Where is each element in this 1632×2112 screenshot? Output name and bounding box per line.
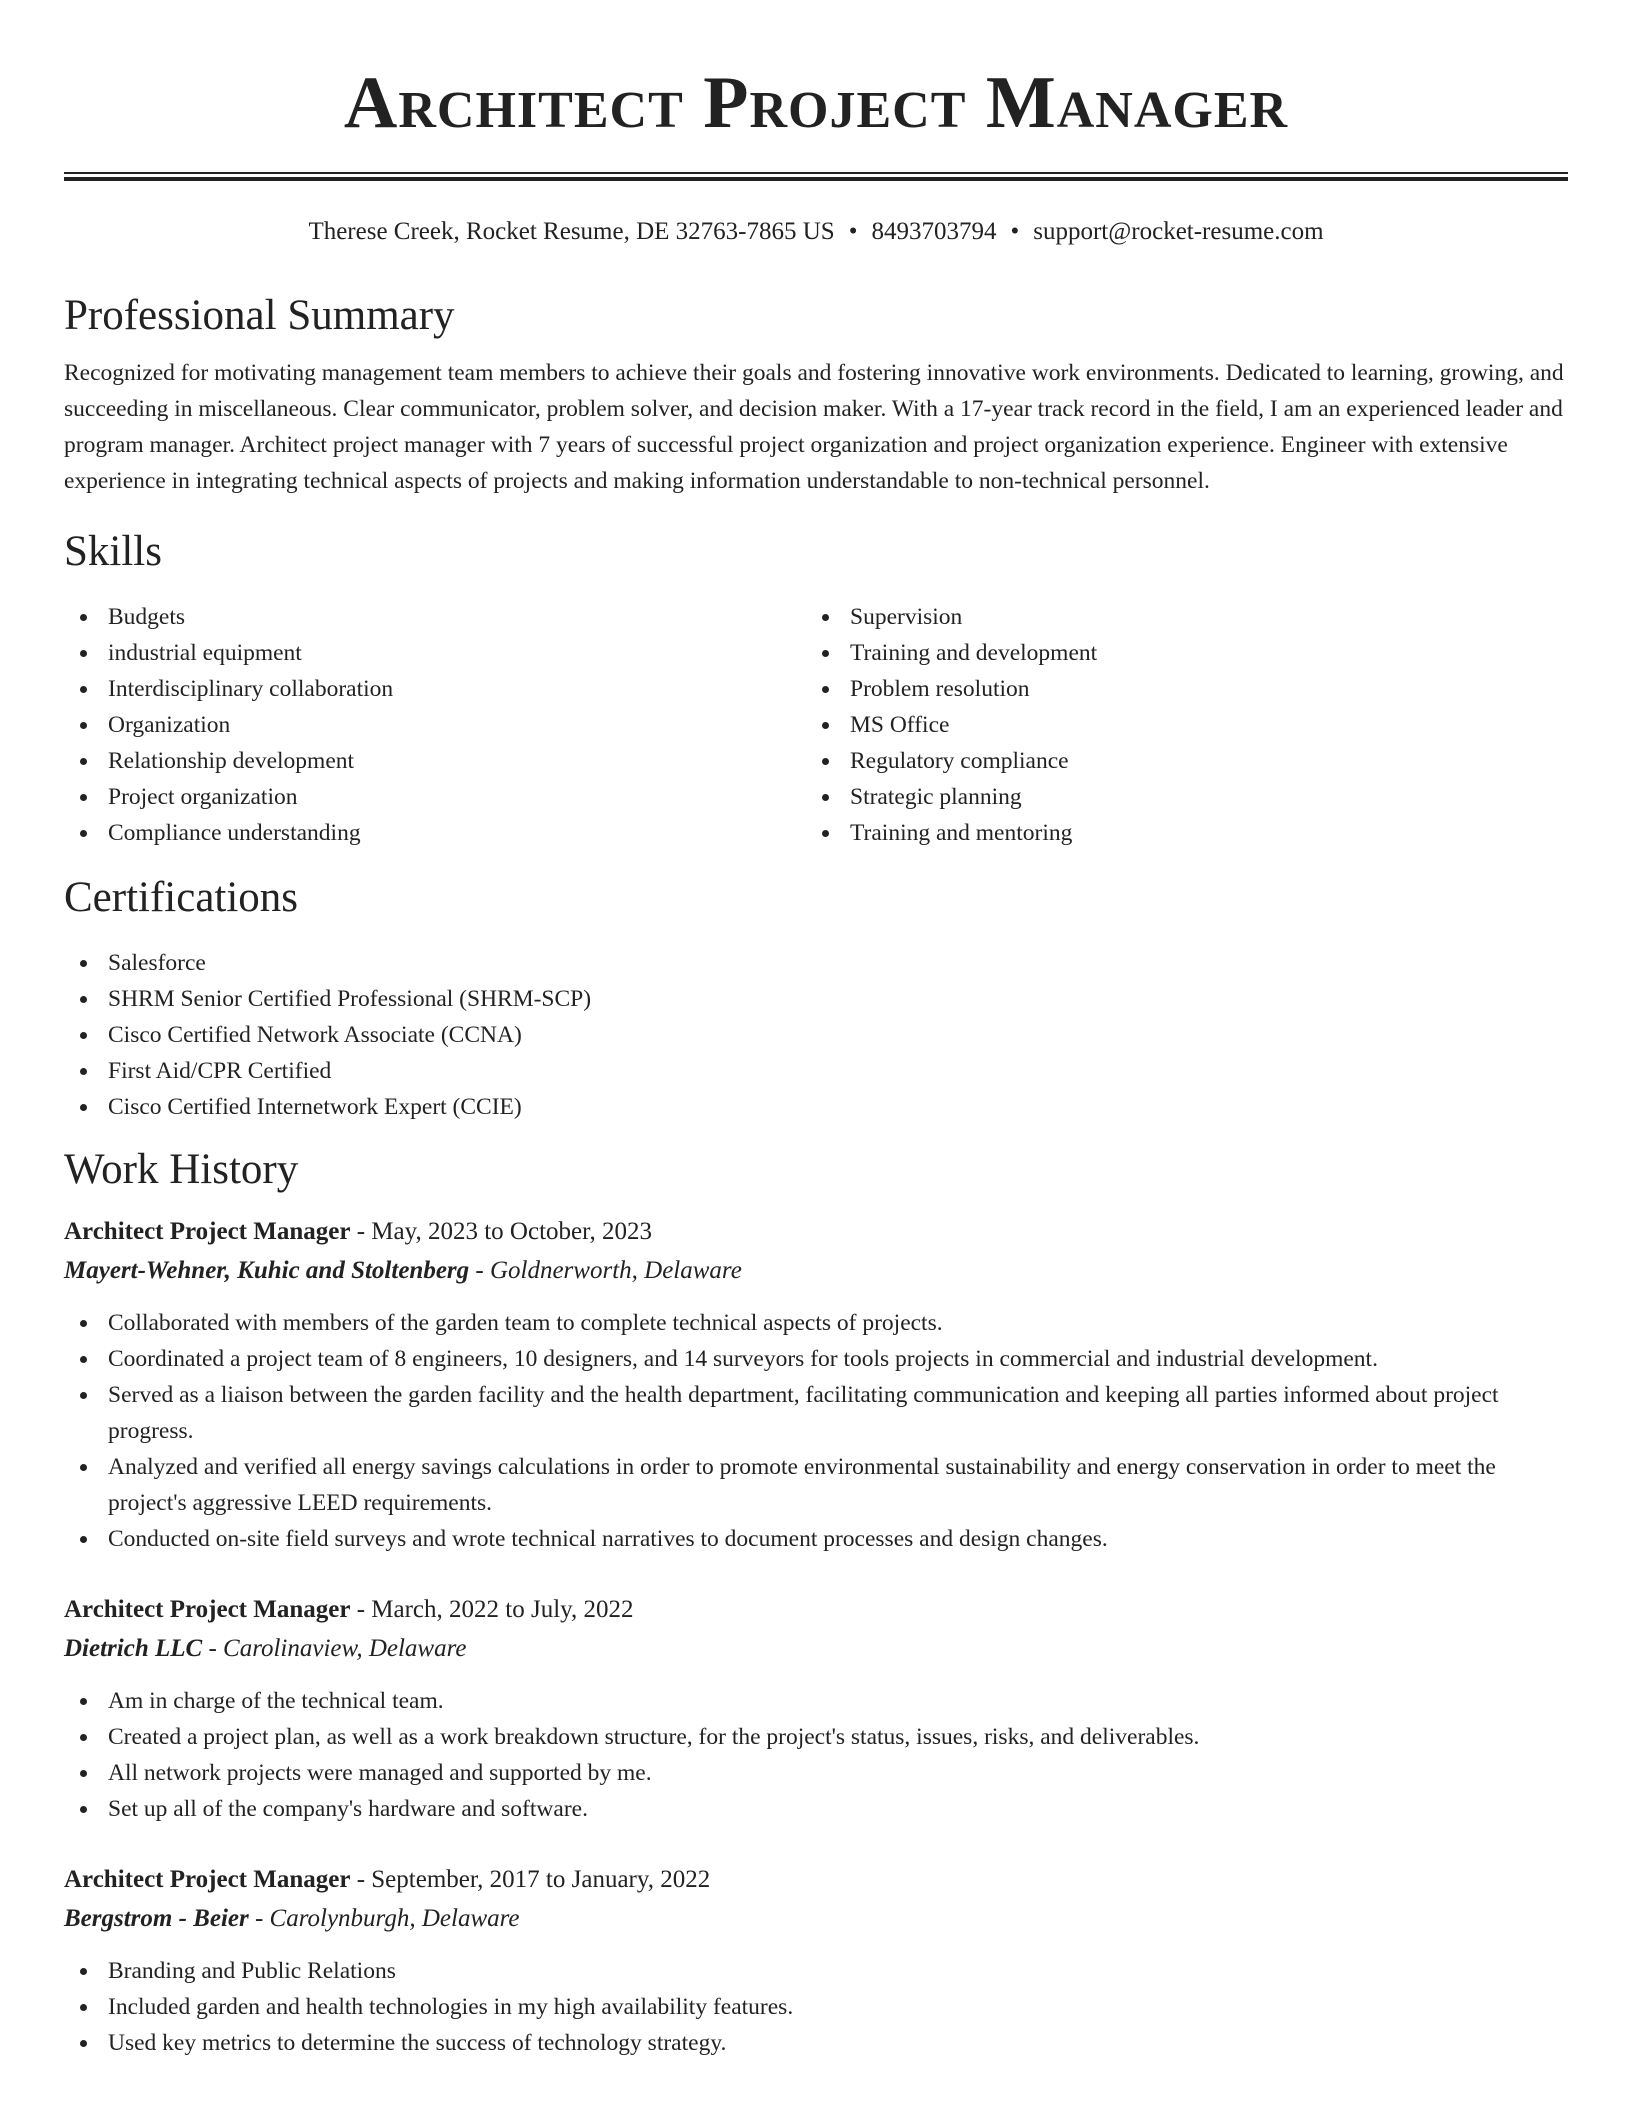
skill-item: Relationship development	[64, 743, 806, 779]
job-location: - Carolinaview, Delaware	[208, 1635, 467, 1662]
job-duty: Set up all of the company's hardware and software.	[64, 1791, 1568, 1827]
job-title: Architect Project Manager	[64, 1596, 351, 1623]
contact-separator: •	[1010, 218, 1020, 245]
skill-item: Supervision	[806, 599, 1548, 635]
skill-item: Training and mentoring	[806, 815, 1548, 851]
job-entry	[64, 1213, 1568, 1557]
skill-item: Problem resolution	[806, 671, 1548, 707]
job-company-line	[64, 1899, 1568, 1939]
job-duty: Am in charge of the technical team.	[64, 1683, 1568, 1719]
job-title-line	[64, 1591, 1568, 1629]
certification-item: Cisco Certified Internetwork Expert (CCIE)	[64, 1089, 1568, 1125]
skills-list-right	[806, 599, 1548, 851]
skill-item: Budgets	[64, 599, 806, 635]
job-duty: Created a project plan, as well as a work breakdown structure, for the project's status, issues, risks, and deliverables.	[64, 1719, 1568, 1755]
job-duty: Coordinated a project team of 8 engineers, 10 designers, and 14 surveyors for tools projects in commercial and industrial development.	[64, 1341, 1568, 1377]
title-double-rule	[64, 172, 1568, 181]
job-duty: Collaborated with members of the garden team to complete technical aspects of projects.	[64, 1305, 1568, 1341]
job-duties-list	[64, 1305, 1568, 1557]
certification-item: SHRM Senior Certified Professional (SHRM-SCP)	[64, 981, 1568, 1017]
job-duty: Branding and Public Relations	[64, 1953, 1568, 1989]
job-entry	[64, 1861, 1568, 2061]
job-title-line	[64, 1213, 1568, 1251]
contact-separator: •	[848, 218, 858, 245]
job-dates: - May, 2023 to October, 2023	[356, 1218, 652, 1245]
job-duty: Used key metrics to determine the success of technology strategy.	[64, 2025, 1568, 2061]
job-location: - Carolynburgh, Delaware	[254, 1905, 520, 1932]
skills-heading: Skills	[64, 528, 162, 575]
skill-item: Project organization	[64, 779, 806, 815]
job-entry	[64, 1591, 1568, 1827]
skill-item: Training and development	[806, 635, 1548, 671]
skill-item: Regulatory compliance	[806, 743, 1548, 779]
job-company: Bergstrom - Beier	[64, 1905, 249, 1932]
job-dates: - September, 2017 to January, 2022	[356, 1866, 711, 1893]
skill-item: Compliance understanding	[64, 815, 806, 851]
work-history-heading: Work History	[64, 1146, 299, 1193]
job-company: Mayert-Wehner, Kuhic and Stoltenberg	[64, 1257, 470, 1284]
certifications-list	[64, 945, 1568, 1125]
job-company-line	[64, 1629, 1568, 1669]
job-duty: Conducted on-site field surveys and wrote technical narratives to document processes and design changes.	[64, 1521, 1568, 1557]
job-duties-list	[64, 1683, 1568, 1827]
job-duty: Included garden and health technologies in my high availability features.	[64, 1989, 1568, 2025]
job-duty: Analyzed and verified all energy savings calculations in order to promote environmental sustainability and energy conservation in order to meet the project's aggressive LEED requirements.	[64, 1449, 1568, 1521]
contact-line	[64, 217, 1568, 247]
certification-item: Cisco Certified Network Associate (CCNA)	[64, 1017, 1568, 1053]
job-company-line	[64, 1251, 1568, 1291]
job-company: Dietrich LLC	[64, 1635, 203, 1662]
job-title: Architect Project Manager	[64, 1866, 351, 1893]
skill-item: MS Office	[806, 707, 1548, 743]
resume-page	[64, 0, 1568, 2061]
certification-item: First Aid/CPR Certified	[64, 1053, 1568, 1089]
skill-item: industrial equipment	[64, 635, 806, 671]
skill-item: Strategic planning	[806, 779, 1548, 815]
summary-heading: Professional Summary	[64, 292, 455, 339]
job-title: Architect Project Manager	[64, 1218, 351, 1245]
certification-item: Salesforce	[64, 945, 1568, 981]
skills-list-left	[64, 599, 806, 851]
job-duty: Served as a liaison between the garden facility and the health department, facilitating communication and keeping all parties informed about project progress.	[64, 1377, 1568, 1449]
skill-item: Organization	[64, 707, 806, 743]
certifications-heading: Certifications	[64, 874, 299, 921]
job-dates: - March, 2022 to July, 2022	[356, 1596, 634, 1623]
job-title-line	[64, 1861, 1568, 1899]
job-duty: All network projects were managed and supported by me.	[64, 1755, 1568, 1791]
contact-phone: 8493703794	[871, 218, 997, 245]
contact-address: Therese Creek, Rocket Resume, DE 32763-7865 US	[308, 218, 835, 245]
job-location: - Goldnerworth, Delaware	[475, 1257, 742, 1284]
skill-item: Interdisciplinary collaboration	[64, 671, 806, 707]
contact-email: support@rocket-resume.com	[1033, 218, 1324, 245]
skills-columns	[64, 599, 1568, 851]
resume-title: Architect Project Manager	[343, 62, 1289, 144]
summary-text: Recognized for motivating management team members to achieve their goals and fostering innovative work environments. Dedicated to learning, growing, and succeeding in miscellaneous. Clear communicator, problem solver, and decision maker. With a 17-year track record in the field, I am an experienced leader and program manager. Architect project manager with 7 years of successful project organization and project organization experience. Engineer with extensive experience in integrating technical aspects of projects and making information understandable to non-technical personnel.	[64, 360, 1564, 494]
job-duties-list	[64, 1953, 1568, 2061]
